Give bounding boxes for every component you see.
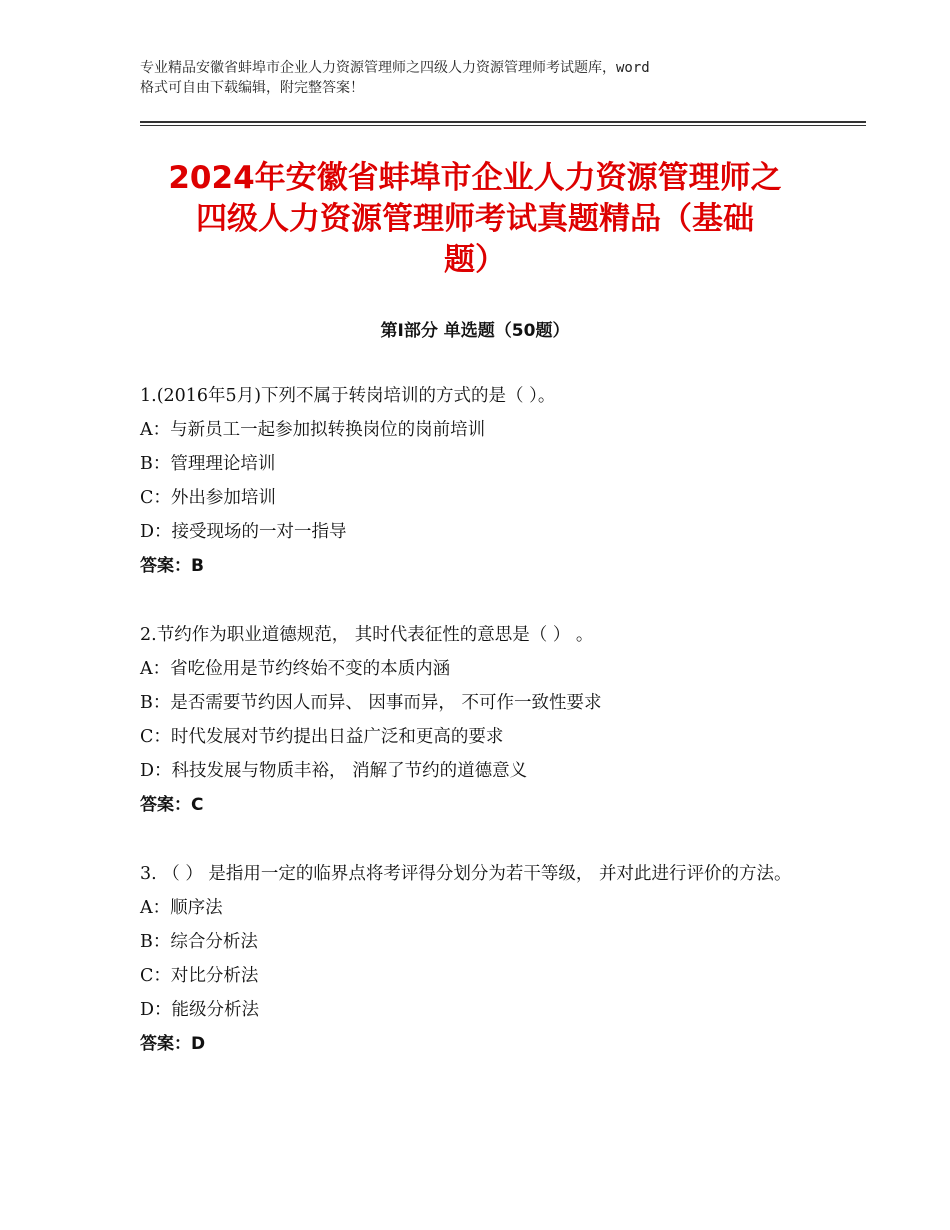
option-a: A：顺序法 bbox=[140, 898, 223, 918]
option-d: D：接受现场的一对一指导 bbox=[140, 522, 347, 542]
option-a: A：与新员工一起参加拟转换岗位的岗前培训 bbox=[140, 420, 486, 440]
document-title bbox=[130, 158, 820, 281]
title-line-3: 题） bbox=[444, 242, 506, 278]
answer-label: 答案：D bbox=[140, 1034, 206, 1054]
question-stem: 3. （ ） 是指用一定的临界点将考评得分划分为若干等级， 并对此进行评价的方法。 bbox=[140, 864, 792, 884]
header-note-line-2: 格式可自由下载编辑，附完整答案！ bbox=[140, 80, 364, 96]
question-2 bbox=[140, 618, 830, 822]
title-line-1: 2024年安徽省蚌埠市企业人力资源管理师之 bbox=[168, 160, 782, 196]
header-rule-thin bbox=[140, 125, 866, 126]
section-heading: 第Ⅰ部分 单选题（50题） bbox=[380, 321, 570, 341]
option-d: D：能级分析法 bbox=[140, 1000, 260, 1020]
question-stem: 2.节约作为职业道德规范， 其时代表征性的意思是（ ） 。 bbox=[140, 625, 594, 645]
answer-label: 答案：B bbox=[140, 556, 204, 576]
header-rule-thick bbox=[140, 121, 866, 123]
option-c: C：外出参加培训 bbox=[140, 488, 276, 508]
question-1 bbox=[140, 379, 830, 583]
option-c: C：时代发展对节约提出日益广泛和更高的要求 bbox=[140, 727, 504, 747]
option-c: C：对比分析法 bbox=[140, 966, 259, 986]
header-note-line-1: 专业精品安徽省蚌埠市企业人力资源管理师之四级人力资源管理师考试题库，word bbox=[140, 60, 650, 76]
answer-label: 答案：C bbox=[140, 795, 204, 815]
option-b: B：综合分析法 bbox=[140, 932, 258, 952]
option-b: B：管理理论培训 bbox=[140, 454, 276, 474]
option-d: D：科技发展与物质丰裕， 消解了节约的道德意义 bbox=[140, 761, 528, 781]
option-a: A：省吃俭用是节约终始不变的本质内涵 bbox=[140, 659, 451, 679]
title-line-2: 四级人力资源管理师考试真题精品（基础 bbox=[196, 201, 754, 237]
option-b: B：是否需要节约因人而异、 因事而异， 不可作一致性要求 bbox=[140, 693, 602, 713]
header-note bbox=[140, 58, 830, 98]
question-stem: 1.(2016年5月)下列不属于转岗培训的方式的是（ ）。 bbox=[140, 386, 556, 406]
question-3 bbox=[140, 857, 830, 1061]
